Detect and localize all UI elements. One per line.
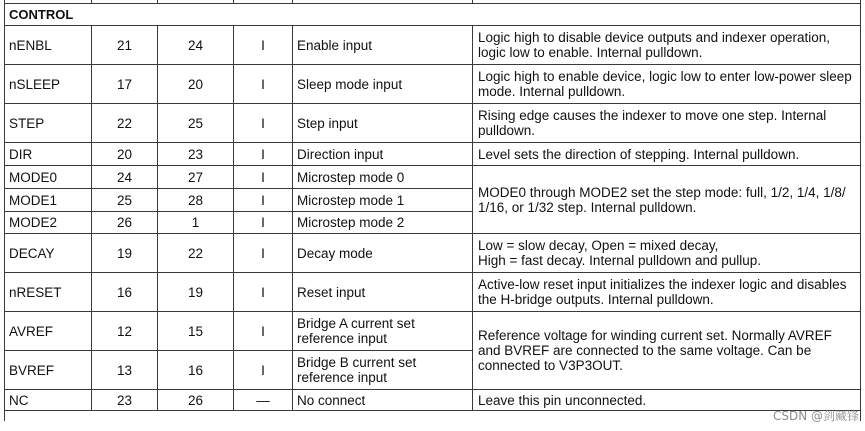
pin-type: No connect (293, 390, 473, 411)
pin-name: DECAY (5, 234, 92, 273)
table-row (5, 26, 861, 65)
pin-io: I (234, 104, 293, 143)
pin-number-a: 21 (92, 26, 158, 65)
pin-io: I (234, 143, 293, 166)
table-row (5, 104, 861, 143)
pin-type: Enable input (293, 26, 473, 65)
pin-type: Decay mode (293, 234, 473, 273)
pin-name: BVREF (5, 351, 92, 390)
pin-type: Microstep mode 0 (293, 166, 473, 189)
pin-number-a: 13 (92, 351, 158, 390)
pin-type: Bridge A current set reference input (293, 312, 473, 351)
table-row (5, 65, 861, 104)
pin-number-a: 16 (92, 273, 158, 312)
vref-description: Reference voltage for winding current set. Normally AVREF and BVREF are connected to the same voltage. Can be connected to V3P3OUT. (473, 312, 861, 390)
mode-description: MODE0 through MODE2 set the step mode: full, 1/2, 1/4, 1/8/ 1/16, or 1/32 step. Internal pulldown. (473, 166, 861, 234)
pin-io: I (234, 312, 293, 351)
pin-number-a: 20 (92, 143, 158, 166)
pin-number-a: 26 (92, 212, 158, 234)
pin-number-b: 24 (158, 26, 234, 65)
pin-number-a: 25 (92, 189, 158, 212)
table-row (5, 390, 861, 411)
pin-type: Step input (293, 104, 473, 143)
pin-number-b: 19 (158, 273, 234, 312)
pin-type: Direction input (293, 143, 473, 166)
section-header-row (5, 4, 861, 26)
watermark: CSDN @剑藏锋 (772, 409, 859, 423)
pin-number-a: 12 (92, 312, 158, 351)
pin-number-b: 15 (158, 312, 234, 351)
pin-number-b: 23 (158, 143, 234, 166)
pin-number-a: 22 (92, 104, 158, 143)
pin-name: nSLEEP (5, 65, 92, 104)
pin-name: MODE0 (5, 166, 92, 189)
pin-number-b: 16 (158, 351, 234, 390)
pin-description: Rising edge causes the indexer to move one step. Internal pulldown. (473, 104, 861, 143)
pin-name: MODE1 (5, 189, 92, 212)
section-title: CONTROL (5, 4, 861, 26)
pin-io: I (234, 273, 293, 312)
pin-name: nENBL (5, 26, 92, 65)
pin-type: Reset input (293, 273, 473, 312)
pin-io: I (234, 189, 293, 212)
pin-number-a: 19 (92, 234, 158, 273)
table-row (5, 273, 861, 312)
pin-io: I (234, 212, 293, 234)
pin-description: Leave this pin unconnected. (473, 390, 861, 411)
pin-io: I (234, 65, 293, 104)
pin-type: Bridge B current set reference input (293, 351, 473, 390)
pin-number-b: 27 (158, 166, 234, 189)
pin-name: DIR (5, 143, 92, 166)
table-row (5, 234, 861, 273)
pin-name: AVREF (5, 312, 92, 351)
pin-name: nRESET (5, 273, 92, 312)
pin-number-b: 20 (158, 65, 234, 104)
pin-type: Sleep mode input (293, 65, 473, 104)
pin-io: I (234, 351, 293, 390)
pin-io: I (234, 26, 293, 65)
pin-number-a: 23 (92, 390, 158, 411)
pin-number-b: 25 (158, 104, 234, 143)
pin-description: Low = slow decay, Open = mixed decay, High = fast decay. Internal pulldown and pullup. (473, 234, 861, 273)
pin-number-a: 24 (92, 166, 158, 189)
pin-name: NC (5, 390, 92, 411)
pin-function-table (4, 0, 861, 421)
pin-io: I (234, 234, 293, 273)
pin-number-a: 17 (92, 65, 158, 104)
table-row (5, 166, 861, 189)
table-bottom-row (5, 411, 861, 422)
pin-number-b: 22 (158, 234, 234, 273)
pin-type: Microstep mode 1 (293, 189, 473, 212)
pin-description: Logic high to enable device, logic low to enter low-power sleep mode. Internal pulldown. (473, 65, 861, 104)
pin-io: — (234, 390, 293, 411)
table-row (5, 312, 861, 351)
table-row (5, 143, 861, 166)
pin-description: Level sets the direction of stepping. Internal pulldown. (473, 143, 861, 166)
pin-name: MODE2 (5, 212, 92, 234)
pin-number-b: 28 (158, 189, 234, 212)
pin-number-b: 26 (158, 390, 234, 411)
pin-type: Microstep mode 2 (293, 212, 473, 234)
pin-description: Logic high to disable device outputs and indexer operation, logic low to enable. Internal pulldown. (473, 26, 861, 65)
pin-number-b: 1 (158, 212, 234, 234)
pin-io: I (234, 166, 293, 189)
pin-description: Active-low reset input initializes the indexer logic and disables the H-bridge outputs. Internal pulldown. (473, 273, 861, 312)
pin-name: STEP (5, 104, 92, 143)
